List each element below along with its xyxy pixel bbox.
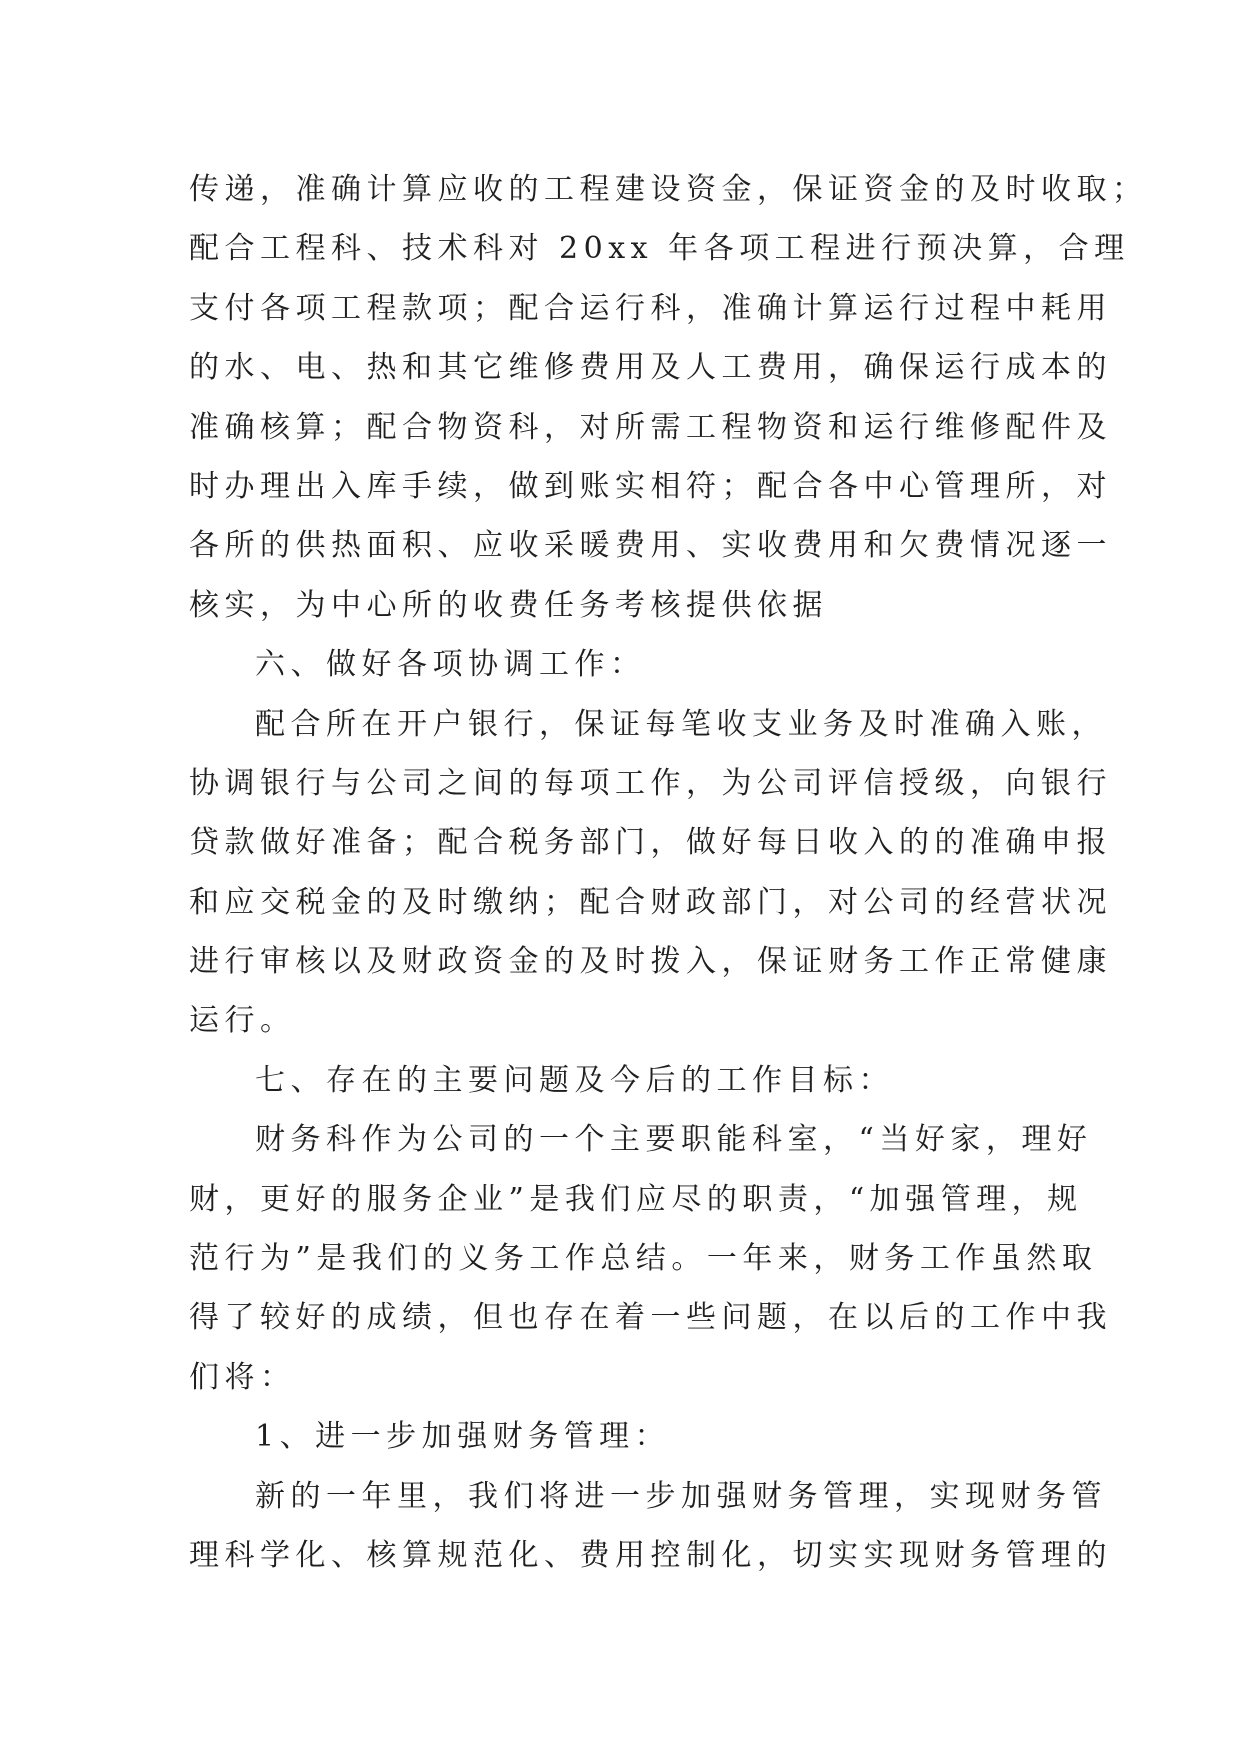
text-line: 配合所在开户银行，保证每笔收支业务及时准确入账， (255, 706, 1107, 742)
text-line: 进行审核以及财政资金的及时拨入，保证财务工作正常健康 (189, 944, 1112, 980)
text-line: 们将： (189, 1359, 296, 1395)
text-line: 七、存在的主要问题及今后的工作目标： (255, 1062, 894, 1098)
text-line: 准确核算；配合物资科，对所需工程物资和运行维修配件及 (189, 409, 1112, 445)
document-body (189, 160, 1148, 1585)
text-line: 得了较好的成绩，但也存在着一些问题，在以后的工作中我 (189, 1300, 1112, 1336)
text-line: 新的一年里，我们将进一步加强财务管理，实现财务管 (255, 1478, 1107, 1514)
text-line: 运行。 (189, 1003, 296, 1039)
text-line: 贷款做好准备；配合税务部门，做好每日收入的的准确申报 (189, 825, 1112, 861)
text-line: 和应交税金的及时缴纳；配合财政部门，对公司的经营状况 (189, 884, 1112, 920)
text-line: 理科学化、核算规范化、费用控制化，切实实现财务管理的 (189, 1537, 1112, 1573)
text-line: 协调银行与公司之间的每项工作，为公司评信授级，向银行 (189, 765, 1112, 801)
text-line: 支付各项工程款项；配合运行科，准确计算运行过程中耗用 (189, 290, 1112, 326)
text-line: 传递，准确计算应收的工程建设资金，保证资金的及时收取； (189, 172, 1148, 207)
text-line: 财务科作为公司的一个主要职能科室，“当好家，理好 (255, 1122, 1093, 1158)
text-line: 六、做好各项协调工作： (255, 647, 646, 683)
text-line: 范行为”是我们的义务工作总结。一年来，财务工作虽然取 (189, 1241, 1098, 1277)
text-line: 财，更好的服务企业”是我们应尽的职责，“加强管理，规 (189, 1181, 1083, 1217)
text-line: 核实，为中心所的收费任务考核提供依据 (189, 587, 828, 623)
text-line: 各所的供热面积、应收采暖费用、实收费用和欠费情况逐一 (189, 528, 1112, 564)
text-line: 1、进一步加强财务管理： (255, 1419, 671, 1455)
text-line: 配合工程科、技术科对 20xx 年各项工程进行预决算，合理 (189, 231, 1130, 267)
text-line: 时办理出入库手续，做到账实相符；配合各中心管理所，对 (189, 468, 1112, 504)
text-line: 的水、电、热和其它维修费用及人工费用，确保运行成本的 (189, 350, 1112, 386)
